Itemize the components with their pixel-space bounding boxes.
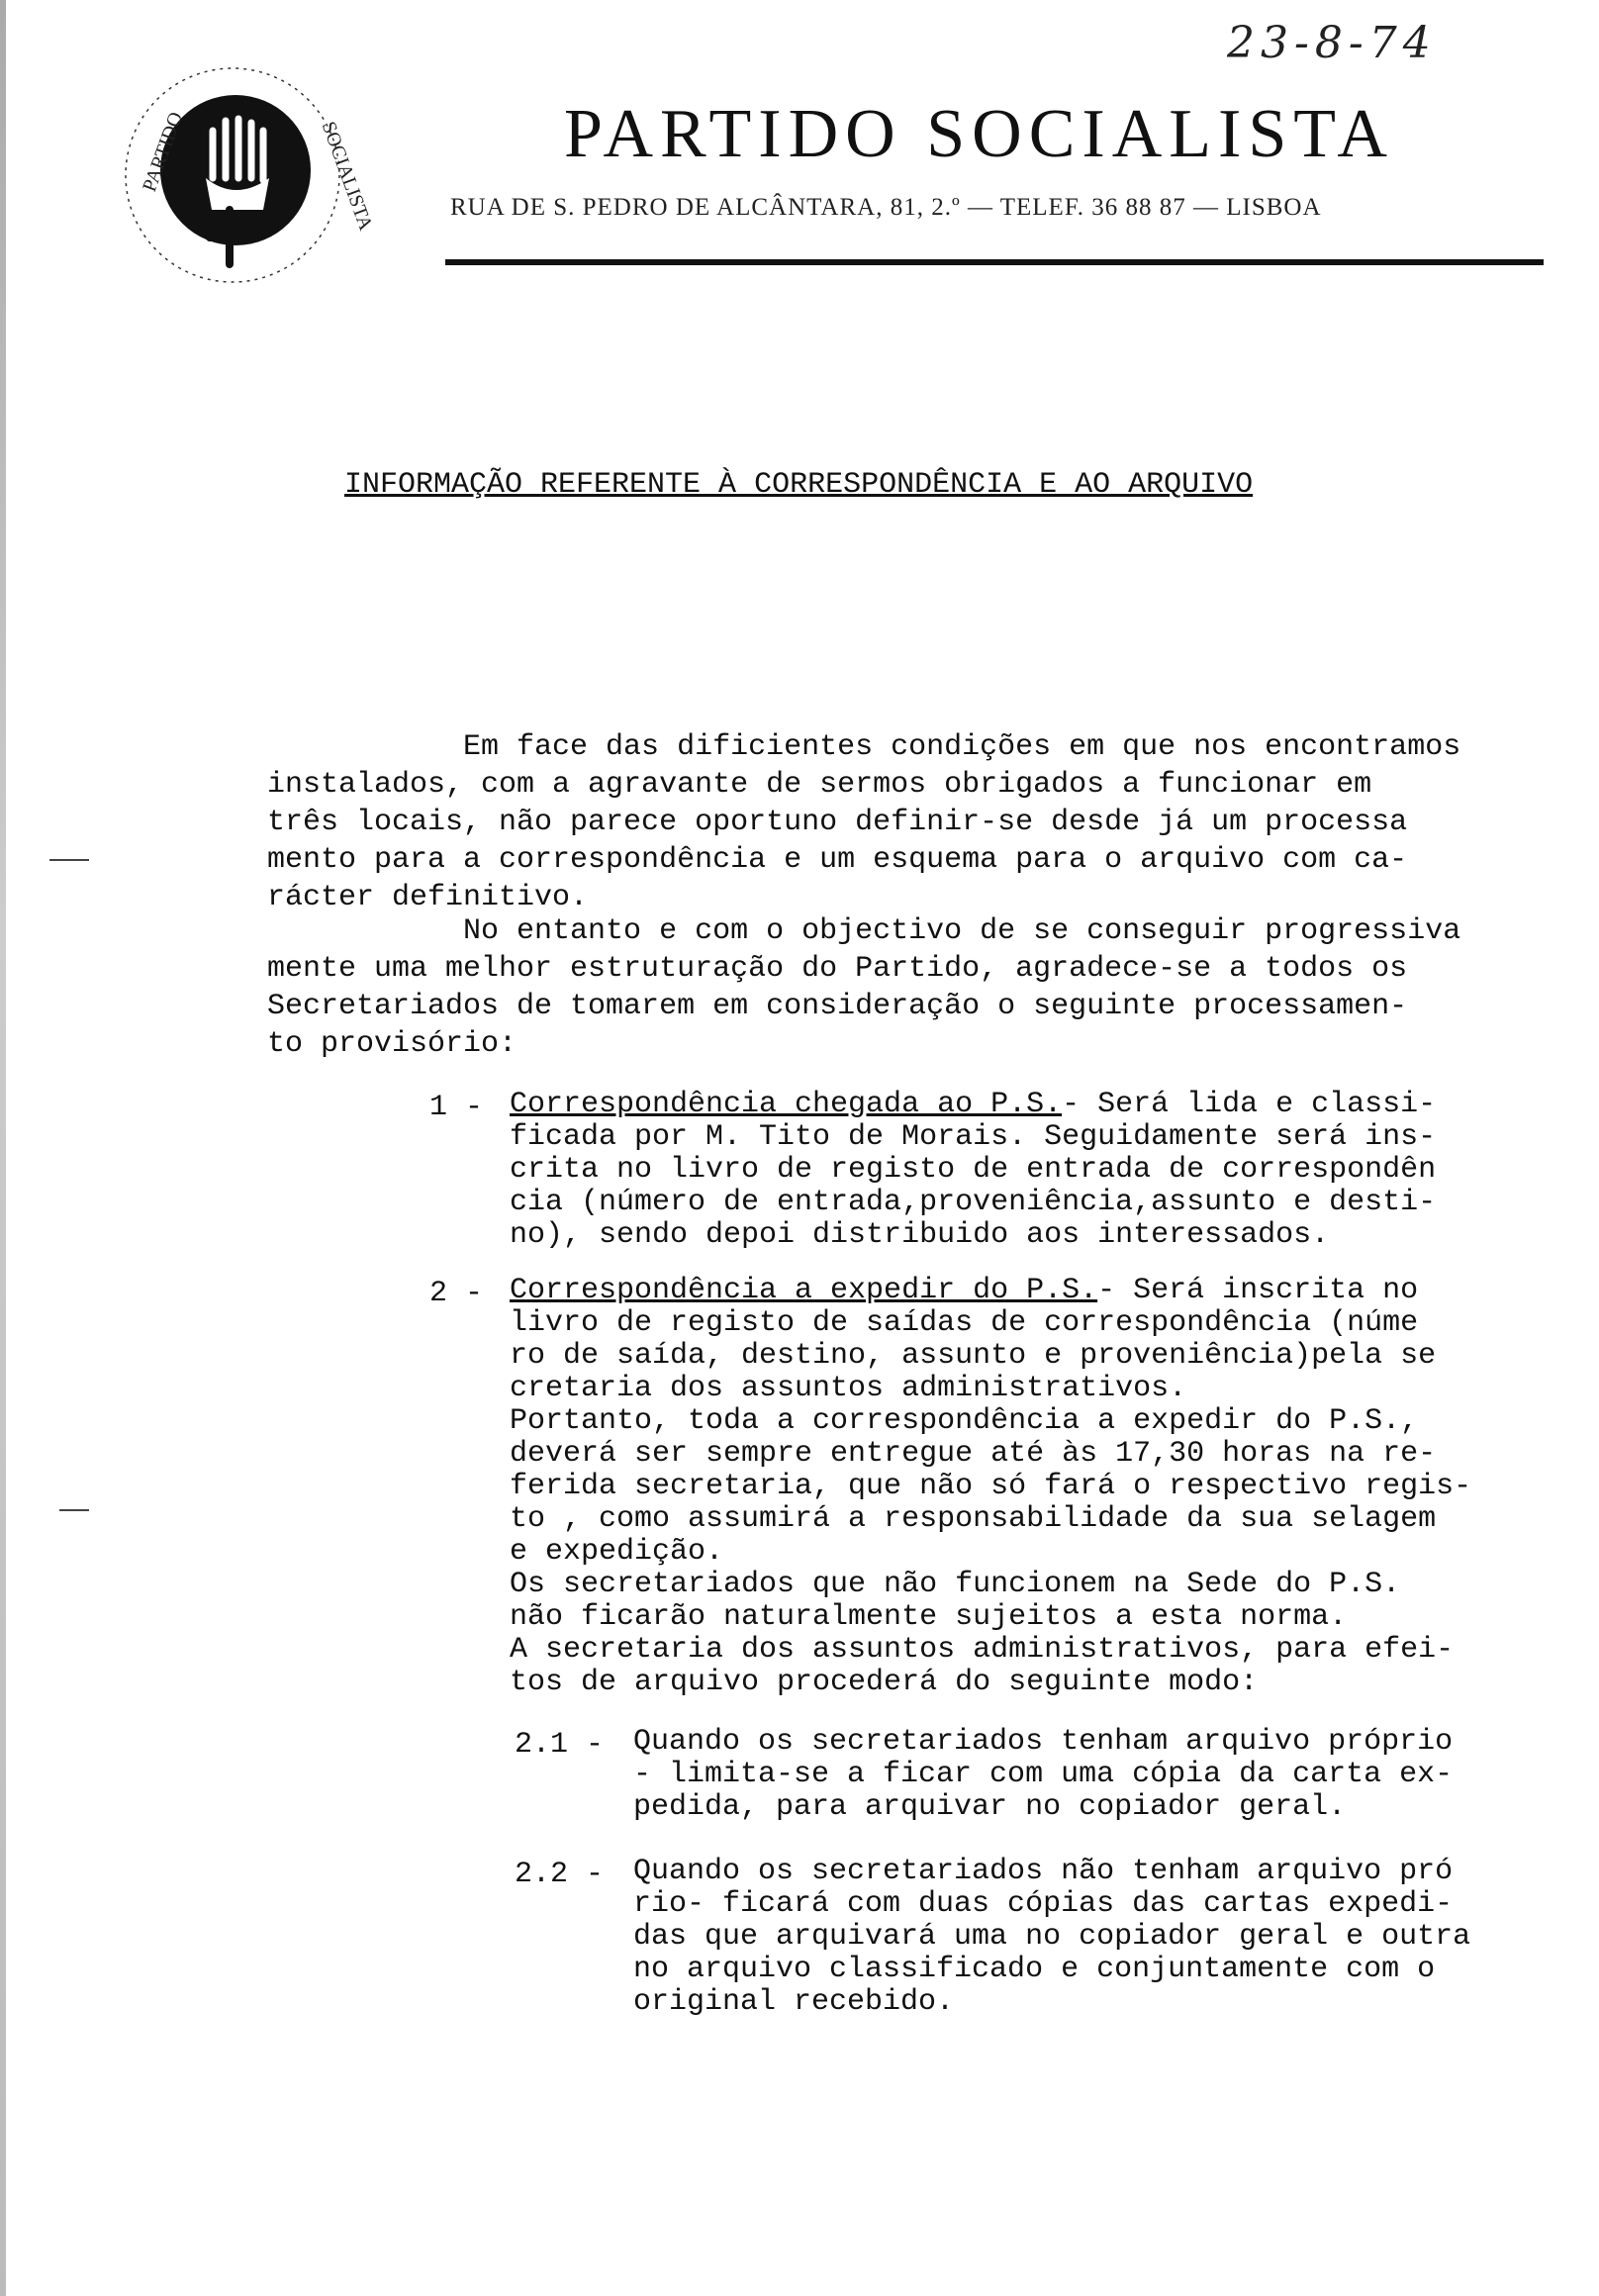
svg-text:PARTIDO: PARTIDO — [139, 109, 188, 195]
subitem-2-1-text: Quando os secretariados tenham arquivo próprio - limita-se a ficar com uma cópia da carta ex- pedida, para arquivar no copiador geral. — [633, 1725, 1454, 1824]
item-2-body: livro de registo de saídas de correspondência (núme ro de saída, destino, assunto e proveniência)pela se cretaria dos assuntos administrativos. Portanto, toda a correspondência a expedir do P.S., deverá ser sempre entregue até às 17,30 horas na re- ferida secretaria, que não só fará o respectivo regis- to , como assumirá a responsabilidade da sua selagem e expedição. Os secretariados que não funcionem na Sede do P.S. não ficarão naturalmente sujeitos a esta norma. A secretaria dos assuntos administrativos, para efei- tos de arquivo procederá do seguinte modo: — [510, 1306, 1472, 1699]
item-1-body: ficada por M. Tito de Morais. Seguidamente será ins- crita no livro de registo de entrada de correspondên cia (número de entrada,proveniência,assunto e desti- no), sendo depoi distribuido aos interessados. — [510, 1120, 1437, 1252]
subitem-2-1-number: 2.1 - — [515, 1728, 605, 1762]
margin-mark — [49, 859, 89, 861]
item-2-first-line-rest: - Será inscrita no — [1097, 1274, 1419, 1307]
item-1-first-line — [510, 1089, 1436, 1121]
item-2-heading: Correspondência a expedir do P.S. — [510, 1274, 1098, 1307]
subitem-2-2-number: 2.2 - — [515, 1858, 605, 1891]
document-title: INFORMAÇÃO REFERENTE À CORRESPONDÊNCIA E AO ARQUIVO — [344, 468, 1254, 502]
organization-name: PARTIDO SOCIALISTA — [564, 96, 1394, 172]
handwritten-date-note: 23-8-74 — [1227, 18, 1437, 68]
item-1-number: 1 - — [429, 1091, 484, 1124]
scan-edge — [0, 0, 6, 2296]
letterhead-rule — [445, 259, 1544, 265]
item-1-heading: Correspondência chegada ao P.S. — [510, 1088, 1063, 1121]
svg-text:SOCIALISTA: SOCIALISTA — [317, 118, 377, 234]
second-paragraph: No entanto e com o objectivo de se conseguir progressiva mente uma melhor estruturação do Partido, agradece-se a todos os Secretariados de tomarem em consideração o seguinte processamen- to provisório: — [267, 914, 1461, 1061]
letterhead-address: RUA DE S. PEDRO DE ALCÂNTARA, 81, 2.º — TELEF. 36 88 87 — LISBOA — [450, 194, 1322, 221]
item-2-number: 2 - — [429, 1277, 484, 1310]
subitem-2-2-text: Quando os secretariados não tenham arquivo pró rio- ficará com duas cópias das cartas expedi- das que arquivará uma no copiador geral e outra no arquivo classificado e conjuntamente com o original recebido. — [633, 1855, 1471, 2019]
party-logo — [119, 61, 377, 289]
item-2-first-line — [510, 1275, 1418, 1307]
item-1-first-line-rest: - Será lida e classi- — [1062, 1088, 1437, 1121]
margin-mark — [59, 1509, 89, 1511]
intro-paragraph: Em face das dificientes condições em que nos encontramos instalados, com a agravante de sermos obrigados a funcionar em três locais, não parece oportuno definir-se desde já um processa mento para a correspondência e um esquema para o arquivo com ca- rácter definitivo. — [267, 730, 1461, 914]
